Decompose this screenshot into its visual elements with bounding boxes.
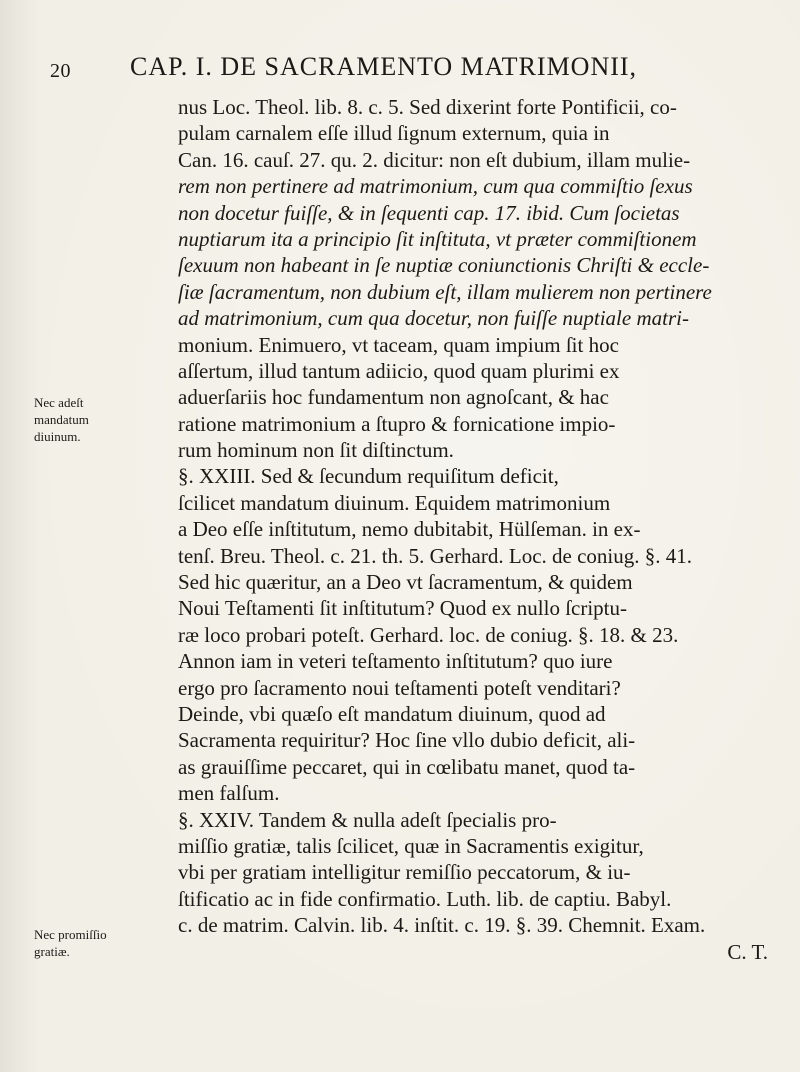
text-line: rem non pertinere ad matrimonium, cum qua commiſtio ſexus — [178, 174, 693, 199]
text-line: nuptiarum ita a principio ſit inſtituta, vt præter commiſtionem — [178, 226, 697, 251]
section-heading-xxiv: §. XXIV. Tandem & nulla adeſt ſpecialis pro- — [178, 807, 557, 832]
text-line: nus Loc. Theol. lib. 8. c. 5. Sed dixerint forte Pontificii, co- — [178, 95, 677, 119]
text-line: Annon iam in veteri teſtamento inſtitutum? quo iure — [178, 649, 613, 674]
text-line: a Deo eſſe inſtitutum, nemo dubitabit, Hülſeman. in ex- — [178, 517, 641, 542]
margin-note-line: Nec adeſt — [34, 395, 84, 410]
text-line: men falſum. — [178, 781, 280, 806]
text-line: Noui Teſtamenti ſit inſtitutum? Quod ex nullo ſcriptu- — [178, 596, 627, 621]
text-line: Can. 16. cauſ. 27. qu. 2. dicitur: non eſt dubium, illam mulie- — [178, 147, 691, 172]
margin-note-line: diuinum. — [34, 429, 81, 444]
text-line: ergo pro ſacramento noui teſtamenti poteſt venditari? — [178, 675, 621, 700]
margin-note-promissio — [34, 926, 134, 960]
page-header — [50, 52, 750, 92]
text-line: vbi per gratiam intelligitur remiſſio peccatorum, & iu- — [178, 860, 631, 885]
text-line: ratione matrimonium a ſtupro & fornicatione impio- — [178, 411, 616, 436]
running-head: CAP. I. DE SACRAMENTO MATRIMONII, — [130, 52, 638, 81]
text-line: ſexuum non habeant in ſe nuptiæ coniunctionis Chriſti & eccle- — [178, 253, 710, 278]
text-line: aduerſariis hoc fundamentum non agnoſcant, & hac — [178, 385, 609, 410]
text-line: monium. Enimuero, vt taceam, quam impium ſit hoc — [178, 332, 619, 357]
margin-note-line: mandatum — [34, 412, 89, 427]
catchword: C. T. — [727, 939, 768, 964]
text-line: miſſio gratiæ, talis ſcilicet, quæ in Sacramentis exigitur, — [178, 833, 644, 858]
text-line: Sed hic quæritur, an a Deo vt ſacramentum, & quidem — [178, 570, 633, 595]
text-line: aſſertum, illud tantum adiicio, quod quam plurimi ex — [178, 358, 620, 383]
text-line: ſiæ ſacramentum, non dubium eſt, illam mulierem non pertinere — [178, 279, 712, 304]
text-line: non docetur fuiſſe, & in ſequenti cap. 17. ibid. Cum ſocietas — [178, 200, 680, 225]
text-line: rum hominum non ſit diſtinctum. — [178, 438, 454, 463]
text-line: ſcilicet mandatum diuinum. Equidem matrimonium — [178, 490, 611, 515]
margin-note-line: Nec promiſſio — [34, 927, 107, 942]
margin-note-mandatum — [34, 394, 134, 445]
section-heading-xxiii: §. XXIII. Sed & ſecundum requiſitum deficit, — [178, 464, 559, 489]
text-line: as grauiſſime peccaret, qui in cœlibatu manet, quod ta- — [178, 754, 636, 779]
text-line: c. de matrim. Calvin. lib. 4. inſtit. c. 19. §. 39. Chemnit. Exam. — [178, 913, 706, 938]
text-line: Deinde, vbi quæſo eſt mandatum diuinum, quod ad — [178, 701, 606, 726]
text-line: ræ loco probari poteſt. Gerhard. loc. de coniug. §. 18. & 23. — [178, 622, 679, 647]
text-line: ad matrimonium, cum qua docetur, non fuiſſe nuptiale matri- — [178, 306, 689, 331]
text-line: pulam carnalem eſſe illud ſignum externum, quia in — [178, 121, 610, 146]
text-line: ſtificatio ac in fide confirmatio. Luth. lib. de captiu. Babyl. — [178, 886, 672, 911]
margin-note-line: gratiæ. — [34, 944, 70, 959]
page-number: 20 — [50, 60, 71, 82]
body-text — [178, 94, 768, 965]
text-line: Sacramenta requiritur? Hoc ſine vllo dubio deficit, ali- — [178, 728, 636, 753]
text-line: tenſ. Breu. Theol. c. 21. th. 5. Gerhard. Loc. de coniug. §. 41. — [178, 543, 692, 568]
